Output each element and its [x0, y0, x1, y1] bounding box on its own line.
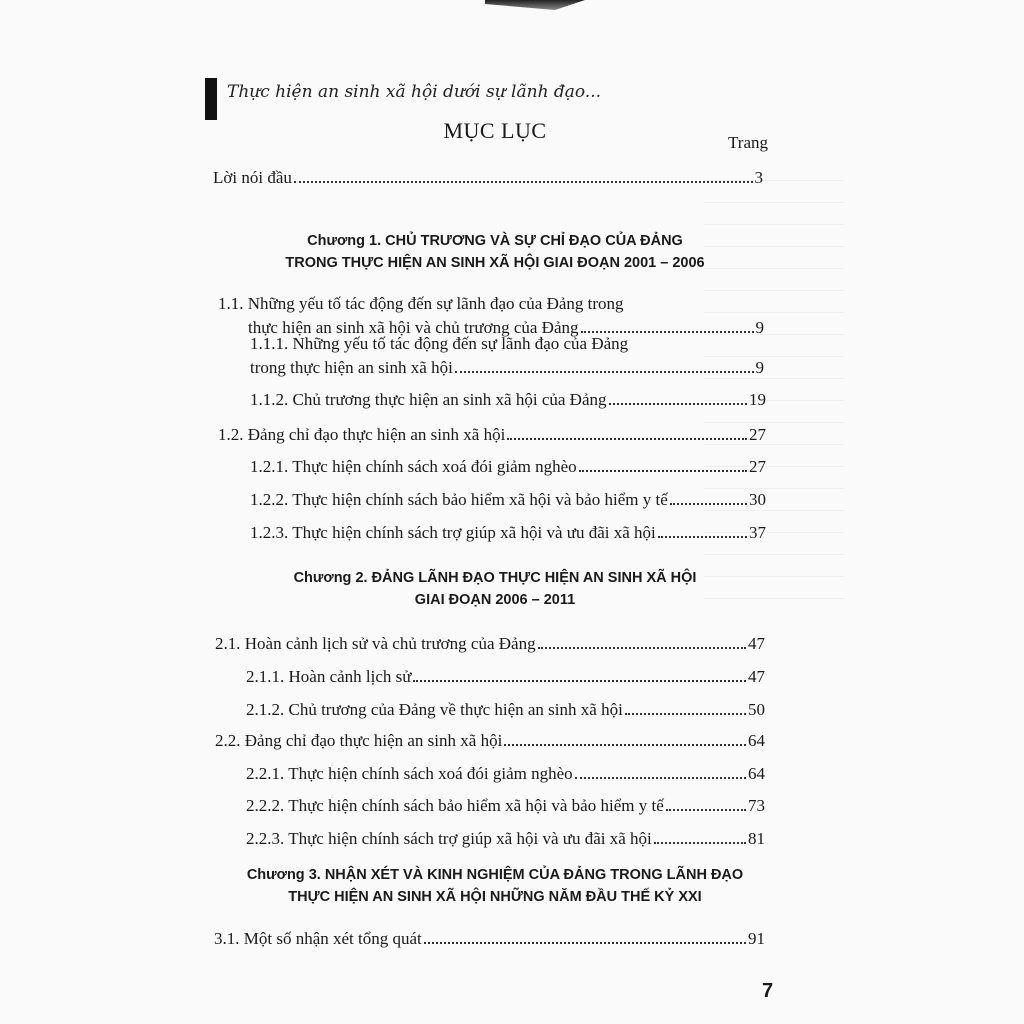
toc-entry-label: 2.2.2. Thực hiện chính sách bảo hiểm xã hội và bảo hiểm y tế: [246, 796, 664, 815]
leader-dots: [294, 181, 753, 183]
toc-entry-label: 1.2.3. Thực hiện chính sách trợ giúp xã hội và ưu đãi xã hội: [250, 523, 656, 542]
toc-entry-label: 1.2. Đảng chỉ đạo thực hiện an sinh xã hội: [218, 425, 506, 444]
leader-dots: [579, 470, 747, 472]
chapter-2-heading: [215, 567, 775, 611]
toc-entry-label: Lời nói đầu: [213, 168, 292, 187]
toc-entry-3-1: [214, 929, 765, 949]
toc-entry-page: 91: [748, 929, 765, 948]
toc-entry-1-1-line1: 1.1. Những yếu tố tác động đến sự lãnh đạo của Đảng trong: [218, 294, 624, 313]
toc-entry-label: 3.1. Một số nhận xét tổng quát: [214, 929, 422, 948]
toc-entry-2-2: [215, 731, 765, 751]
toc-entry-1-1-2: [250, 390, 766, 410]
toc-entry-label: 1.2.1. Thực hiện chính sách xoá đói giảm nghèo: [250, 457, 577, 476]
toc-entry-page: 27: [749, 457, 766, 476]
toc-entry-label: 2.1. Hoàn cảnh lịch sử và chủ trương của Đảng: [215, 634, 536, 653]
toc-entry-page: 64: [748, 731, 765, 750]
leader-dots: [658, 536, 747, 538]
toc-entry-1-2: [218, 425, 766, 445]
chapter-heading-line: GIAI ĐOẠN 2006 – 2011: [414, 592, 576, 608]
leader-dots: [625, 713, 746, 715]
toc-entry-page: 9: [755, 358, 764, 377]
toc-entry-1-2-3: [250, 523, 766, 543]
toc-entry-2-1-1: [246, 667, 765, 687]
toc-entry-label: 2.2.3. Thực hiện chính sách trợ giúp xã hội và ưu đãi xã hội: [246, 829, 652, 848]
leader-dots: [455, 371, 754, 373]
page-column-label: Trang: [728, 133, 768, 152]
toc-entry-page: 73: [748, 796, 765, 815]
toc-entry-2-2-1: [246, 764, 765, 784]
chapter-1-heading: [215, 230, 775, 274]
toc-entry-page: 9: [755, 318, 764, 337]
toc-entry-label: 2.2. Đảng chỉ đạo thực hiện an sinh xã hội: [215, 731, 503, 750]
toc-entry-page: 27: [749, 425, 766, 444]
toc-entry-page: 64: [748, 764, 765, 783]
page-edge-shadow: [485, 0, 585, 10]
leader-dots: [504, 744, 746, 746]
toc-entry-page: 30: [749, 490, 766, 509]
toc-entry-1-2-2: [250, 490, 766, 510]
toc-entry-1-1-1-line1: 1.1.1. Những yếu tố tác động đến sự lãnh đạo của Đảng: [250, 334, 629, 353]
toc-title: MỤC LỤC: [443, 118, 547, 143]
toc-entry-2-2-2: [246, 796, 765, 816]
chapter-heading-line: THỰC HIỆN AN SINH XÃ HỘI NHỮNG NĂM ĐẦU THẾ KỶ XXI: [288, 889, 702, 905]
leader-dots: [666, 809, 746, 811]
leader-dots: [538, 647, 746, 649]
toc-entry-page: 50: [748, 700, 765, 719]
toc-entry-preface: [213, 168, 763, 188]
chapter-heading-line: Chương 3. NHẬN XÉT VÀ KINH NGHIỆM CỦA ĐẢNG TRONG LÃNH ĐẠO: [246, 867, 744, 883]
toc-entry-page: 81: [748, 829, 765, 848]
leader-dots: [507, 438, 747, 440]
leader-dots: [654, 842, 746, 844]
running-header: [205, 70, 805, 120]
toc-entry-label: 2.1.2. Chủ trương của Đảng về thực hiện an sinh xã hội: [246, 700, 623, 719]
chapter-heading-line: TRONG THỰC HIỆN AN SINH XÃ HỘI GIAI ĐOẠN 2001 – 2006: [285, 255, 705, 271]
toc-entry-page: 19: [749, 390, 766, 409]
toc-entry-page: 47: [748, 667, 765, 686]
toc-entry-page: 37: [749, 523, 766, 542]
leader-dots: [670, 503, 747, 505]
toc-entry-2-1: [215, 634, 765, 654]
leader-dots: [413, 680, 746, 682]
chapter-heading-line: Chương 1. CHỦ TRƯƠNG VÀ SỰ CHỈ ĐẠO CỦA ĐẢNG: [307, 233, 683, 249]
chapter-3-heading: [205, 864, 785, 908]
page-number: 7: [762, 980, 774, 1002]
toc-entry-1-1-1: [250, 358, 764, 378]
toc-entry-label: 2.1.1. Hoàn cảnh lịch sử: [246, 667, 412, 686]
toc-entry-label: 1.1.2. Chủ trương thực hiện an sinh xã hội của Đảng: [250, 390, 607, 409]
toc-entry-label: 1.2.2. Thực hiện chính sách bảo hiểm xã hội và bảo hiểm y tế: [250, 490, 668, 509]
chapter-heading-line: Chương 2. ĐẢNG LÃNH ĐẠO THỰC HIỆN AN SINH XÃ HỘI: [293, 570, 697, 586]
toc-entry-label: trong thực hiện an sinh xã hội: [250, 358, 453, 377]
toc-entry-page: 3: [754, 168, 763, 187]
toc-entry-page: 47: [748, 634, 765, 653]
leader-dots: [609, 403, 748, 405]
toc-entry-label: 2.2.1. Thực hiện chính sách xoá đói giảm nghèo: [246, 764, 573, 783]
toc-entry-1-2-1: [250, 457, 766, 477]
toc-entry-2-2-3: [246, 829, 765, 849]
leader-dots: [424, 942, 746, 944]
toc-entry-label: thực hiện an sinh xã hội và chủ trương của Đảng: [248, 318, 579, 337]
leader-dots: [575, 777, 746, 779]
running-header-text: Thực hiện an sinh xã hội dưới sự lãnh đạo...: [227, 82, 602, 102]
leader-dots: [581, 331, 754, 333]
toc-entry-2-1-2: [246, 700, 765, 720]
header-marker-bar: [205, 78, 217, 120]
